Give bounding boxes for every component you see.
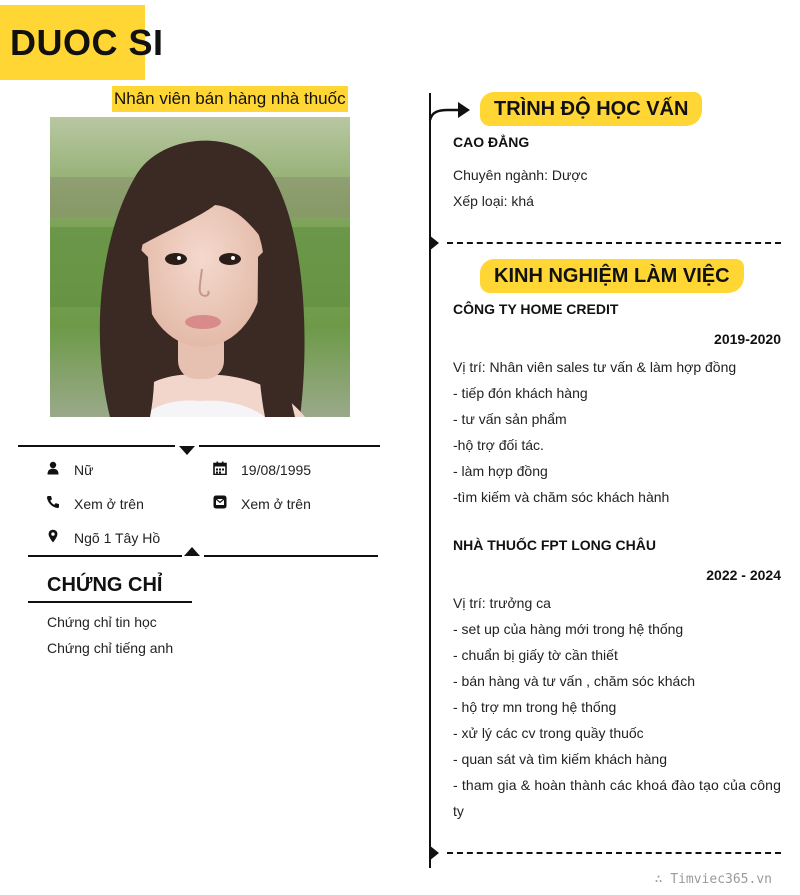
education-school: CAO ĐẲNG (453, 134, 530, 150)
job-detail-line: -hộ trợ đối tác. (453, 437, 544, 453)
timeline-line (429, 93, 431, 868)
job-detail-line: Vị trí: trưởng ca (453, 595, 551, 611)
job-detail-line: - quan sát và tìm kiếm khách hàng (453, 751, 667, 767)
timeline-marker-icon (429, 235, 439, 251)
contact-divider-top-right (199, 445, 380, 447)
job-company: CÔNG TY HOME CREDIT (453, 301, 619, 317)
section-divider (447, 242, 781, 244)
job-detail-line: - chuẩn bị giấy tờ cần thiết (453, 647, 618, 663)
job-company: NHÀ THUỐC FPT LONG CHÂU (453, 537, 656, 553)
divider-arrow-up-icon (184, 547, 200, 556)
portrait-illustration (50, 117, 350, 417)
job-detail-line: - tư vấn sản phẩm (453, 411, 567, 427)
certificate-item: Chứng chỉ tiếng anh (47, 640, 174, 656)
address-value: Ngõ 1 Tây Hồ (74, 530, 161, 546)
contact-divider-bottom-right (204, 555, 378, 557)
timeline-arrow-icon (428, 100, 472, 122)
education-major: Chuyên ngành: Dược (453, 167, 588, 183)
timeline-marker-icon (429, 845, 439, 861)
certificates-title: CHỨNG CHỈ (47, 574, 163, 596)
section-divider (447, 852, 781, 854)
job-detail-line: - set up của hàng mới trong hệ thống (453, 621, 684, 637)
education-rank: Xếp loại: khá (453, 193, 534, 209)
job-detail-line: - tham gia & hoàn thành các khoá đào tạo của công (453, 777, 782, 793)
contact-divider-top-left (18, 445, 175, 447)
divider-arrow-down-icon (179, 446, 195, 455)
birthday-value: 19/08/1995 (241, 462, 312, 478)
job-detail-line: Vị trí: Nhân viên sales tư vấn & làm hợp đồng (453, 359, 737, 375)
phone-value: Xem ở trên (74, 496, 144, 512)
job-title: Nhân viên bán hàng nhà thuốc (112, 86, 348, 112)
user-icon (46, 461, 60, 475)
job-detail-line: - làm hợp đồng (453, 463, 548, 479)
calendar-icon (213, 461, 227, 475)
phone-icon (46, 495, 60, 509)
job-detail-line: - xử lý các cv trong quầy thuốc (453, 725, 644, 741)
education-title: TRÌNH ĐỘ HỌC VẤN (480, 92, 702, 126)
job-detail-line: - bán hàng và tư vấn , chăm sóc khách (453, 673, 696, 689)
job-period: 2019-2020 (714, 331, 781, 347)
certificates-underline (28, 601, 192, 603)
job-detail-line: -tìm kiếm và chăm sóc khách hành (453, 489, 670, 505)
contact-divider-bottom-left (28, 555, 182, 557)
email-value: Xem ở trên (241, 496, 311, 512)
job-detail-line: - tiếp đón khách hàng (453, 385, 588, 401)
watermark: ∴ Timviec365.vn (654, 872, 772, 887)
gender-value: Nữ (74, 462, 94, 478)
experience-title: KINH NGHIỆM LÀM VIỆC (480, 259, 744, 293)
location-icon (46, 529, 60, 543)
profile-photo (50, 117, 350, 417)
job-detail-line: - hộ trợ mn trong hệ thống (453, 699, 617, 715)
job-period: 2022 - 2024 (706, 567, 781, 583)
email-icon (213, 495, 227, 509)
candidate-name: DUOC SI (10, 22, 164, 63)
job-detail-line: ty (453, 803, 464, 819)
certificate-item: Chứng chỉ tin học (47, 614, 157, 630)
